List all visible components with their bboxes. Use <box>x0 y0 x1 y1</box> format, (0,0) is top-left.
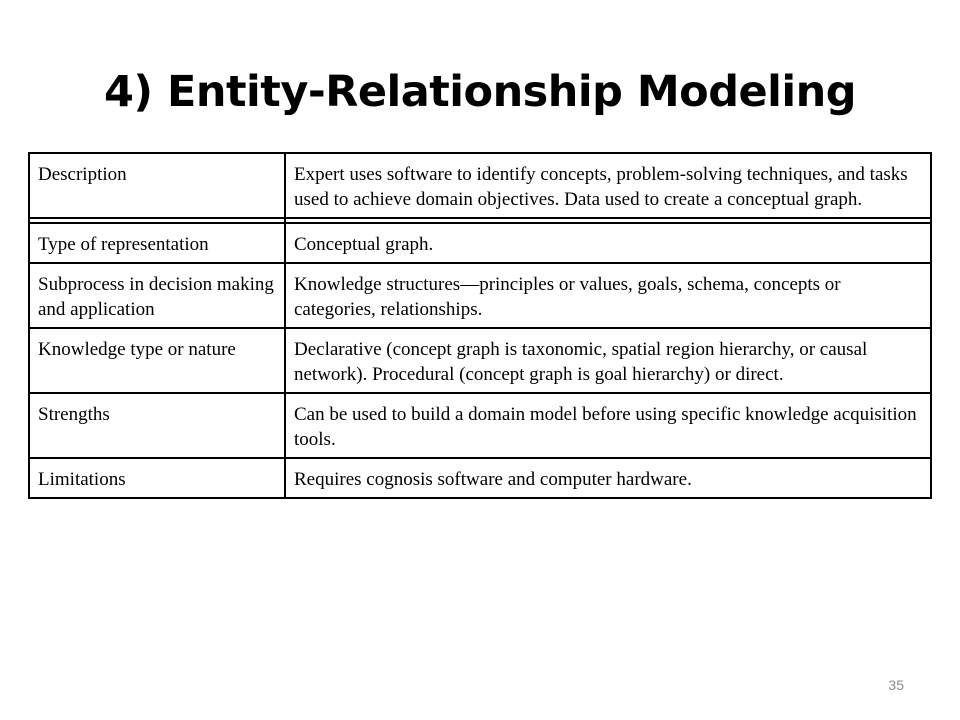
table-row <box>28 224 932 264</box>
row-value: Declarative (concept graph is taxonomic, spatial region hierarchy, or causal network). Procedural (concept graph is goal hierarchy) or direct. <box>286 329 932 394</box>
table-row <box>28 329 932 394</box>
info-table-container <box>28 152 932 499</box>
info-table <box>28 152 932 499</box>
row-label: Knowledge type or nature <box>28 329 286 394</box>
row-label: Subprocess in decision making and application <box>28 264 286 329</box>
table-row <box>28 394 932 459</box>
slide-title: 4) Entity-Relationship Modeling <box>103 67 857 117</box>
row-label: Strengths <box>28 394 286 459</box>
row-value: Can be used to build a domain model before using specific knowledge acquisition tools. <box>286 394 932 459</box>
table-row <box>28 152 932 219</box>
row-value: Knowledge structures—principles or values, goals, schema, concepts or categories, relationships. <box>286 264 932 329</box>
page-number: 35 <box>888 677 904 693</box>
row-value: Requires cognosis software and computer hardware. <box>286 459 932 499</box>
row-label: Limitations <box>28 459 286 499</box>
row-label: Description <box>28 152 286 219</box>
row-value: Expert uses software to identify concepts, problem-solving techniques, and tasks used to achieve domain objectives. Data used to create a conceptual graph. <box>286 152 932 219</box>
table-row <box>28 264 932 329</box>
row-label: Type of representation <box>28 224 286 264</box>
row-value: Conceptual graph. <box>286 224 932 264</box>
table-row <box>28 459 932 499</box>
